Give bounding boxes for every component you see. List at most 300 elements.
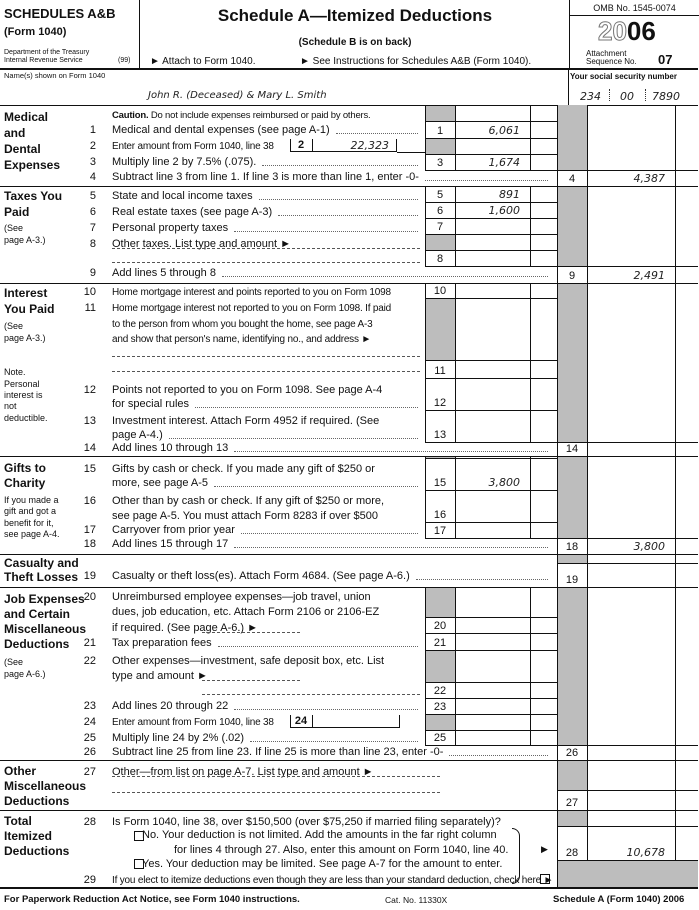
section-note: page A-6.)	[4, 669, 46, 679]
box-bottom	[425, 298, 557, 299]
section-title: Interest	[4, 286, 48, 300]
box-line	[455, 218, 456, 234]
line-text-content: No. Your deduction is not limited. Add the amounts in the far right column	[142, 829, 497, 841]
form-subtitle: (Schedule B is on back)	[298, 37, 412, 48]
box-top	[425, 410, 557, 411]
box-number: 19	[565, 574, 579, 586]
line-number: 10	[83, 286, 96, 298]
line-text	[112, 606, 422, 619]
box-number: 11	[434, 365, 446, 377]
line-text-content: Enter amount from Form 1040, line 38	[112, 717, 274, 728]
form-id-block	[0, 0, 140, 68]
line-text-content: to the person from whom you bought the home, see page A-3	[112, 319, 373, 330]
shaded-area	[558, 555, 587, 563]
ssn-label: Your social security number	[570, 72, 677, 81]
line-number: 23	[83, 700, 96, 712]
box-line	[530, 283, 531, 298]
section-note: see page A-4.	[4, 529, 60, 539]
line-number: 17	[83, 524, 96, 536]
box-line	[557, 218, 558, 234]
box-line	[455, 283, 456, 298]
box-top	[425, 458, 557, 459]
box-line	[530, 250, 531, 266]
box-number: 14	[565, 443, 579, 455]
form-title: Schedule A—Itemized Deductions	[217, 6, 493, 25]
box-line	[557, 682, 558, 698]
line-number: 21	[83, 637, 96, 649]
line-text	[112, 384, 422, 397]
box-line	[455, 682, 456, 698]
box-top	[425, 378, 557, 379]
box-line	[455, 490, 456, 522]
line-text-content: and show that person's name, identifying no., and address ►	[112, 334, 372, 345]
footer-paperwork-notice: For Paperwork Reduction Act Notice, see Form 1040 instructions.	[4, 894, 300, 905]
box-line	[530, 490, 531, 522]
dotted-entry-line[interactable]	[112, 792, 440, 793]
line-text	[112, 109, 422, 122]
section-note: If you made a	[4, 495, 59, 505]
box-number: 8	[436, 253, 444, 265]
box-bottom	[557, 186, 698, 187]
line-text-content: Points not reported to you on Form 1098. See page A-4	[112, 384, 383, 396]
section-title: Casualty and	[4, 556, 79, 570]
box-line	[557, 633, 558, 650]
line-text	[112, 190, 422, 203]
line-text-content: Home mortgage interest not reported to you on Form 1098. If paid	[112, 303, 392, 314]
line-text-content: for special rules	[112, 398, 190, 410]
box-top	[557, 826, 698, 827]
dotted-entry-line[interactable]	[112, 371, 420, 372]
box-top	[557, 790, 698, 791]
section-note: not	[4, 401, 17, 411]
box-line	[530, 121, 531, 138]
box-line	[530, 410, 531, 442]
box-line	[557, 202, 558, 218]
box-line	[455, 522, 456, 538]
section-title: Job Expenses	[4, 592, 85, 606]
box-line	[530, 186, 531, 202]
box-line	[530, 698, 531, 714]
ssn-part-2[interactable]: 00	[620, 90, 634, 103]
inline-box-number: 2	[297, 139, 305, 151]
box-top	[557, 538, 698, 539]
line-number: 29	[83, 874, 96, 886]
shaded-area	[558, 811, 587, 826]
box-line	[455, 360, 456, 378]
line-text	[112, 622, 422, 635]
section-title: Gifts to	[4, 461, 46, 475]
line-text-content: Home mortgage interest and points reported to you on Form 1098	[112, 287, 391, 298]
box-top	[425, 250, 557, 251]
line-text-content: Caution. Do not include expenses reimbursed or paid by others.	[112, 110, 371, 121]
line-text	[112, 442, 552, 455]
line-text	[112, 816, 552, 829]
arrow-icon: ▶	[541, 844, 548, 854]
box-number: 12	[433, 397, 447, 409]
ssn-part-1[interactable]: 234	[580, 90, 601, 103]
box-bottom	[557, 456, 698, 457]
sequence-label: Sequence No.	[586, 57, 637, 66]
line-text-content: Casualty or theft loss(es). Attach Form 4684. (See page A-6.)	[112, 570, 410, 582]
outer-column-line	[675, 105, 676, 887]
dotted-entry-line[interactable]	[112, 248, 420, 249]
box-top	[425, 633, 557, 634]
line-text	[112, 318, 422, 331]
box-number: 25	[433, 732, 447, 744]
box-line	[557, 698, 558, 714]
box-number: 16	[433, 509, 447, 521]
shaded-area	[558, 457, 587, 538]
line-text	[112, 398, 422, 411]
section-note: (See	[4, 321, 24, 331]
amount-field-1[interactable]: 6,061	[488, 124, 520, 137]
line-text	[142, 829, 552, 842]
box-line	[557, 121, 558, 138]
shaded-area	[558, 284, 587, 442]
box-line	[557, 730, 558, 745]
line-text-content: Multiply line 2 by 7.5% (.075).	[112, 156, 257, 168]
inline-box-divider	[312, 139, 313, 152]
line-text-content: more, see page A-5	[112, 477, 209, 489]
line-text	[112, 538, 552, 551]
line-text-content: Add lines 5 through 8	[112, 267, 216, 279]
line-text-content: Other than by cash or check. If any gift of $250 or more,	[112, 495, 385, 507]
inline-box-amount[interactable]: 22,323	[350, 139, 389, 152]
line-number: 7	[89, 222, 96, 234]
line-text	[112, 700, 422, 713]
line-text	[112, 238, 422, 251]
amount-field-4[interactable]: 4,387	[633, 172, 665, 185]
line-number: 20	[83, 591, 96, 603]
box-line	[455, 250, 456, 266]
box-bottom	[557, 587, 698, 588]
line-number: 25	[83, 732, 96, 744]
sequence-number: 07	[658, 52, 673, 67]
section-title: Miscellaneous	[4, 779, 87, 793]
box-line	[557, 283, 558, 298]
line-text-content: Add lines 20 through 22	[112, 700, 229, 712]
line-text	[112, 333, 422, 346]
amount-field-15[interactable]: 3,800	[488, 476, 520, 489]
line-text-content: Subtract line 3 from line 1. If line 3 is more than line 1, enter -0-	[112, 171, 419, 183]
box-top	[425, 283, 557, 284]
section-title: Deductions	[4, 844, 70, 858]
box-top	[425, 360, 557, 361]
shaded-area	[558, 105, 587, 170]
line-text	[112, 267, 552, 280]
amount-field-6[interactable]: 1,600	[488, 204, 520, 217]
box-line	[455, 698, 456, 714]
section-title: Other	[4, 764, 37, 778]
section-title: Theft Losses	[4, 570, 79, 584]
dept-code: (99)	[118, 57, 131, 64]
box-line	[530, 730, 531, 745]
dept-label: Department of the Treasury	[4, 49, 90, 56]
box-number: 15	[433, 477, 447, 489]
box-line	[455, 730, 456, 745]
box-top	[425, 186, 557, 187]
box-line	[557, 154, 558, 170]
section-note: (See	[4, 223, 24, 233]
section-title: Medical	[4, 110, 49, 124]
box-bottom	[557, 554, 698, 555]
line-text-content: for lines 4 through 27. Also, enter this amount on Form 1040, line 40.	[174, 844, 509, 856]
section-title: Itemized	[4, 829, 53, 843]
box-number: 21	[433, 637, 447, 649]
dotted-entry-line[interactable]	[202, 694, 420, 695]
divider	[0, 68, 698, 70]
line-text	[112, 766, 552, 779]
line-text-content: Medical and dental expenses (see page A-1)	[112, 124, 330, 136]
box-line	[557, 378, 558, 410]
line-text-content: Is Form 1040, line 38, over $150,500 (over $75,250 if married filing separately)?	[112, 816, 501, 828]
year-outline: 20	[598, 16, 627, 46]
box-line	[530, 154, 531, 170]
box-line	[530, 682, 531, 698]
section-title: Paid	[4, 205, 30, 219]
line-text	[112, 637, 422, 650]
ssn-separator	[609, 89, 610, 101]
box-number: 5	[436, 189, 444, 201]
box-number: 13	[433, 429, 447, 441]
box-number: 17	[433, 525, 447, 537]
amount-field-28[interactable]: 10,678	[626, 846, 665, 859]
box-bottom	[557, 860, 698, 861]
box-top	[557, 170, 698, 171]
line-number: 3	[89, 156, 96, 168]
line-text	[112, 591, 422, 604]
line-text-content: Investment interest. Attach Form 4952 if required. (See	[112, 415, 380, 427]
line-text	[112, 524, 422, 537]
box-line	[557, 458, 558, 490]
line-text-content: type and amount ►	[112, 670, 208, 682]
footer-schedule-label: Schedule A (Form 1040) 2006	[553, 894, 685, 905]
line-text-content: page A-4.)	[112, 429, 163, 441]
line-text-content: Carryover from prior year	[112, 524, 235, 536]
box-line	[455, 378, 456, 410]
line-text	[112, 171, 552, 184]
section-title: Taxes You	[4, 189, 63, 203]
section-note: benefit for it,	[4, 518, 54, 528]
shaded-area	[426, 106, 455, 121]
box-bottom	[425, 650, 557, 651]
line-text	[142, 858, 552, 871]
inner-column-line	[530, 587, 531, 745]
line-text	[112, 670, 422, 683]
ssn-part-3[interactable]: 7890	[652, 90, 680, 103]
box-line	[530, 360, 531, 378]
shaded-area	[426, 235, 455, 250]
line-text-content: Personal property taxes	[112, 222, 229, 234]
line-number: 27	[83, 766, 96, 778]
divider	[0, 105, 698, 106]
amount-field-9[interactable]: 2,491	[633, 269, 665, 282]
section-title: Deductions	[4, 794, 70, 808]
section-note: deductible.	[4, 413, 48, 423]
dotted-entry-line[interactable]	[112, 262, 420, 263]
section-title: and Certain	[4, 607, 71, 621]
line-text-content: Other taxes. List type and amount ►	[112, 238, 292, 250]
line-text	[112, 222, 422, 235]
section-note: gift and got a	[4, 506, 57, 516]
checkbox-line28-yes[interactable]	[134, 859, 144, 869]
box-line	[455, 410, 456, 442]
section-title: Charity	[4, 476, 46, 490]
divider	[0, 887, 698, 889]
section-title: Expenses	[4, 158, 61, 172]
section-note: Note.	[4, 367, 26, 377]
line-number: 15	[83, 463, 96, 475]
omb-number: OMB No. 1545-0074	[570, 3, 699, 16]
attachment-label: Attachment	[586, 49, 627, 58]
box-number: 26	[565, 747, 579, 759]
box-top	[425, 202, 557, 203]
box-line	[557, 360, 558, 378]
box-bottom	[425, 234, 557, 235]
box-number: 4	[568, 173, 576, 185]
box-line	[455, 617, 456, 633]
box-line	[557, 522, 558, 538]
box-top	[557, 563, 698, 564]
line-number: 9	[89, 267, 96, 279]
line-number: 12	[83, 384, 96, 396]
omb-block	[569, 0, 698, 68]
box-number: 6	[436, 205, 444, 217]
dotted-entry-line[interactable]	[202, 680, 300, 681]
box-number: 23	[433, 701, 447, 713]
box-line	[455, 633, 456, 650]
box-line	[530, 378, 531, 410]
shaded-area	[558, 861, 698, 887]
box-line	[530, 202, 531, 218]
line-text	[112, 570, 552, 583]
amount-field-5[interactable]: 891	[499, 188, 520, 201]
amount-field-18[interactable]: 3,800	[633, 540, 665, 553]
box-number: 27	[565, 797, 579, 809]
line-number: 11	[84, 302, 96, 314]
amount-field-3[interactable]: 1,674	[488, 156, 520, 169]
checkbox-line28-no[interactable]	[134, 831, 144, 841]
box-bottom	[557, 810, 698, 811]
divider	[397, 152, 425, 153]
line-text-content: If you elect to itemize deductions even though they are less than your standard deduction, check here ►	[112, 875, 554, 886]
line-text	[112, 156, 422, 169]
box-number: 9	[568, 270, 576, 282]
box-bottom	[557, 283, 698, 284]
line-text	[174, 844, 552, 857]
name-field[interactable]: John R. (Deceased) & Mary L. Smith	[148, 90, 327, 101]
shaded-area	[426, 139, 455, 154]
line-number: 18	[83, 538, 96, 550]
line-text-content: State and local income taxes	[112, 190, 253, 202]
line-text	[112, 206, 422, 219]
line-text-content: Enter amount from Form 1040, line 38	[112, 141, 274, 152]
line-text	[112, 746, 552, 759]
line-text-content: Tax preparation fees	[112, 637, 212, 649]
checkbox-line29[interactable]	[540, 874, 550, 884]
line-text-content: Yes. Your deduction may be limited. See page A-7 for the amount to enter.	[142, 858, 503, 870]
line-text-content: Real estate taxes (see page A-3)	[112, 206, 273, 218]
line-number: 26	[83, 746, 96, 758]
line-text	[112, 874, 554, 887]
line-text-content: Other expenses—investment, safe deposit box, etc. List	[112, 655, 385, 667]
section-note: page A-3.)	[4, 235, 46, 245]
line-number: 13	[83, 415, 96, 427]
box-number: 18	[565, 541, 579, 553]
line-number: 2	[89, 140, 96, 152]
box-top	[425, 490, 557, 491]
box-top	[425, 522, 557, 523]
form-label: (Form 1040)	[4, 26, 67, 38]
section-note: page A-3.)	[4, 333, 46, 343]
line-number: 6	[89, 206, 96, 218]
box-bottom	[557, 760, 698, 761]
inline-box-divider	[312, 715, 313, 728]
line-text	[112, 429, 422, 442]
box-top	[557, 745, 698, 746]
box-top	[425, 682, 557, 683]
line-text	[112, 302, 422, 315]
box-line	[530, 218, 531, 234]
box-number: 10	[433, 285, 447, 297]
box-line	[530, 458, 531, 490]
dotted-entry-line[interactable]	[112, 356, 420, 357]
box-top	[557, 266, 698, 267]
line-text-content: Multiply line 24 by 2% (.02)	[112, 732, 245, 744]
line-number: 28	[83, 816, 96, 828]
line-number: 14	[83, 442, 96, 454]
box-line	[557, 186, 558, 202]
box-number: 3	[436, 157, 444, 169]
line-text	[112, 732, 422, 745]
line-number: 19	[83, 570, 96, 582]
box-number: 22	[433, 685, 447, 697]
year-bold: 06	[626, 16, 656, 46]
section-title: Deductions	[4, 637, 70, 651]
box-number: 7	[436, 221, 444, 233]
box-line	[530, 522, 531, 538]
box-line	[530, 617, 531, 633]
box-top	[425, 218, 557, 219]
section-title: Dental	[4, 142, 41, 156]
dotted-entry-line[interactable]	[112, 776, 440, 777]
line-text-content: see page A-5. You must attach Form 8283 if over $500	[112, 510, 379, 522]
line-text	[112, 655, 422, 668]
dotted-entry-line[interactable]	[202, 632, 300, 633]
schedules-label: SCHEDULES A&B	[4, 6, 116, 21]
box-line	[557, 617, 558, 633]
line-text	[112, 463, 422, 476]
box-top	[425, 730, 557, 731]
line-text-content: dues, job education, etc. Attach Form 2106 or 2106-EZ	[112, 606, 380, 618]
section-note: (See	[4, 657, 24, 667]
shaded-area	[558, 187, 587, 266]
outer-column-line	[587, 105, 588, 887]
line-text	[112, 415, 422, 428]
box-line	[557, 250, 558, 266]
line-text	[112, 495, 422, 508]
section-note: interest is	[4, 390, 43, 400]
shaded-area	[558, 761, 587, 790]
box-top	[425, 617, 557, 618]
box-number: 28	[565, 847, 579, 859]
line-text-content: Add lines 15 through 17	[112, 538, 229, 550]
line-text-content: Unreimbursed employee expenses—job travel, union	[112, 591, 371, 603]
line-number: 24	[83, 716, 96, 728]
line-text-content: Add lines 10 through 13	[112, 442, 229, 454]
shaded-area	[426, 651, 455, 682]
line-text	[112, 510, 422, 523]
